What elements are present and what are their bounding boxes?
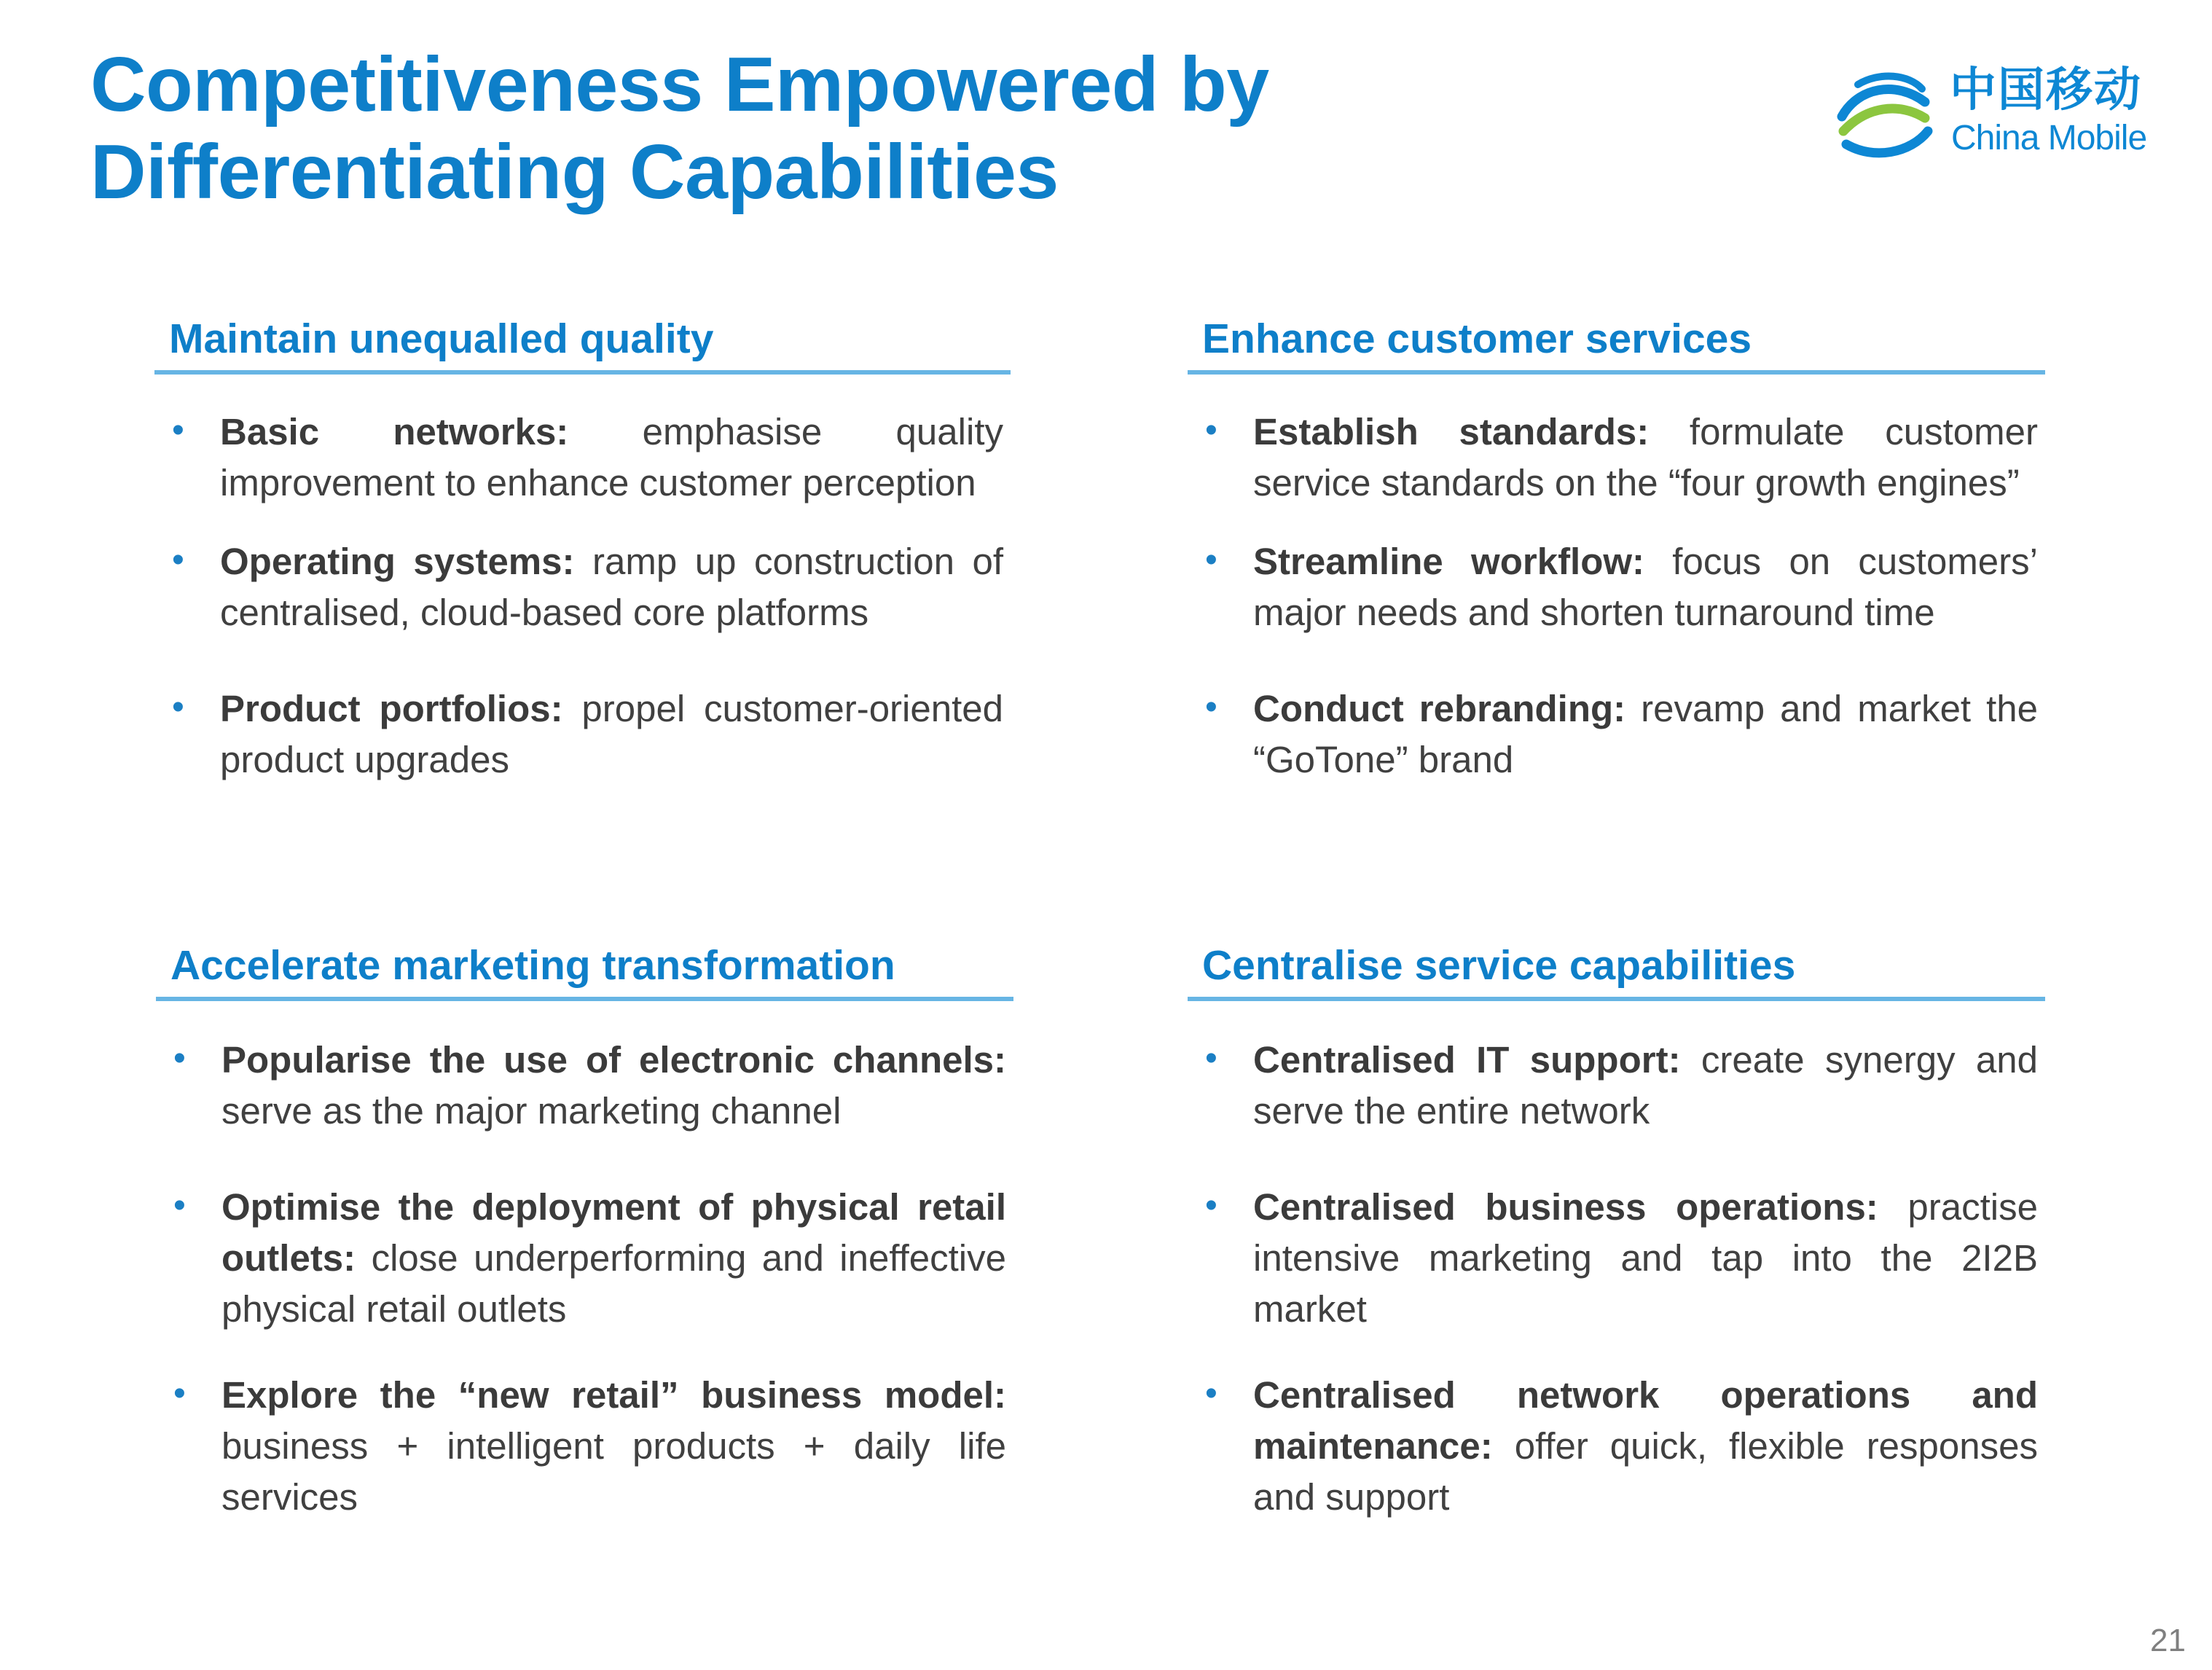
bullet-text: propel customer-oriented product upgrades [220, 688, 1003, 780]
list-item [1188, 683, 2045, 785]
list-item [1188, 1035, 2045, 1137]
bullet-term: Centralised business operations: [1253, 1186, 1878, 1228]
bullet-term: Popularise the use of electronic channels: [221, 1039, 1006, 1081]
section-divider [1188, 370, 2045, 375]
bullet-text: practise intensive marketing and tap into the 2I2B market [1253, 1186, 2038, 1330]
bullet-text: emphasise quality improvement to enhance customer perception [220, 411, 1003, 503]
list-item [156, 1182, 1013, 1335]
section-heading: Enhance customer services [1202, 315, 1752, 362]
list-item [156, 1370, 1013, 1523]
bullet-icon: • [1205, 411, 1217, 450]
bullet-text: revamp and market the “GoTone” brand [1253, 688, 2038, 780]
section-heading: Centralise service capabilities [1202, 942, 1796, 989]
bullet-text: formulate customer service standards on the “four growth engines” [1253, 411, 2038, 503]
section-centralise-services [1188, 940, 2045, 1523]
bullet-text: offer quick, flexible responses and support [1253, 1425, 2038, 1518]
bullet-term: Establish standards: [1253, 411, 1650, 452]
logo-english-text: China Mobile [1951, 119, 2147, 157]
list-item [1188, 1370, 2045, 1523]
bullet-term: Conduct rebranding: [1253, 688, 1626, 729]
bullet-icon: • [1205, 1039, 1217, 1078]
bullet-term: Centralised network operations and maintenance: [1253, 1374, 2038, 1467]
section-divider [156, 997, 1013, 1001]
bullet-list [1188, 1035, 2045, 1523]
china-mobile-logo [1829, 58, 2171, 168]
section-maintain-quality [154, 313, 1011, 785]
list-item [154, 407, 1011, 509]
bullet-icon: • [1205, 688, 1217, 726]
bullet-term: Centralised IT support: [1253, 1039, 1681, 1081]
bullet-term: Operating systems: [220, 541, 575, 582]
bullet-icon: • [172, 688, 184, 726]
list-item [1188, 536, 2045, 638]
bullet-icon: • [1205, 1374, 1217, 1413]
section-divider [1188, 997, 2045, 1001]
bullet-text: focus on customers’ major needs and shorten turnaround time [1253, 541, 2038, 633]
bullet-term: Streamline workflow: [1253, 541, 1645, 582]
list-item [156, 1035, 1013, 1137]
bullet-icon: • [172, 541, 184, 579]
bullet-text: business + intelligent products + daily life services [221, 1425, 1006, 1518]
bullet-term: Explore the “new retail” business model: [221, 1374, 1006, 1416]
bullet-icon: • [173, 1374, 186, 1413]
bullet-icon: • [173, 1186, 186, 1225]
list-item [1188, 407, 2045, 509]
bullet-icon: • [173, 1039, 186, 1078]
bullet-icon: • [172, 411, 184, 450]
bullet-term: Optimise the deployment of physical retail outlets: [221, 1186, 1006, 1279]
list-item [154, 683, 1011, 785]
logo-chinese-text: 中国移动 [1950, 63, 2142, 117]
bullet-text: ramp up construction of centralised, cloud-based core platforms [220, 541, 1003, 633]
section-heading: Accelerate marketing transformation [170, 942, 895, 989]
slide-title-line-2: Differentiating Capabilities [90, 129, 1059, 215]
bullet-text: create synergy and serve the entire network [1253, 1039, 2038, 1132]
bullet-list [1188, 407, 2045, 785]
bullet-text: close underperforming and ineffective physical retail outlets [221, 1237, 1006, 1330]
bullet-term: Basic networks: [220, 411, 569, 452]
section-marketing-transformation [156, 940, 1013, 1523]
slide-title [90, 41, 1475, 216]
bullet-icon: • [1205, 541, 1217, 579]
slide-title-line-1: Competitiveness Empowered by [90, 42, 1269, 128]
china-mobile-logo-icon [1829, 58, 1938, 168]
section-heading: Maintain unequalled quality [169, 315, 714, 362]
bullet-list [154, 407, 1011, 785]
bullet-term: Product portfolios: [220, 688, 563, 729]
bullet-text: serve as the major marketing channel [221, 1090, 842, 1132]
section-divider [154, 370, 1011, 375]
bullet-list [156, 1035, 1013, 1523]
list-item [154, 536, 1011, 638]
section-customer-services [1188, 313, 2045, 785]
page-number: 21 [2150, 1623, 2186, 1658]
bullet-icon: • [1205, 1186, 1217, 1225]
list-item [1188, 1182, 2045, 1335]
